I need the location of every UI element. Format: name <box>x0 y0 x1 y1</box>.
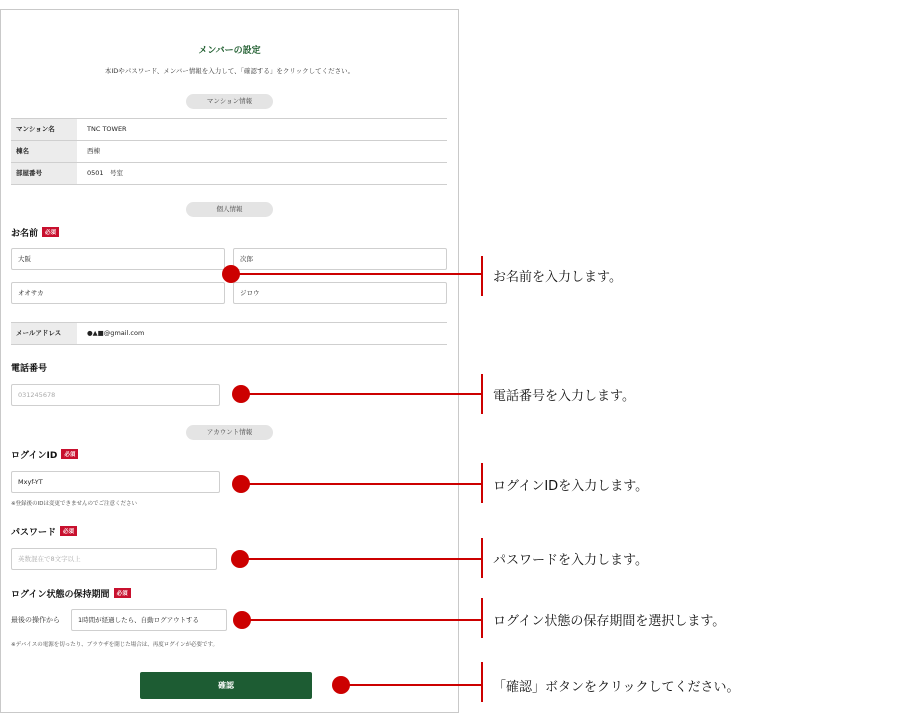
phone-input[interactable]: 031245678 <box>11 384 220 406</box>
callout-line <box>246 393 481 395</box>
section-header-personal: 個人情報 <box>186 202 273 217</box>
building-value: 西棟 <box>87 147 100 155</box>
last-name-input[interactable]: 大阪 <box>11 248 225 270</box>
mansion-info-table <box>11 118 447 185</box>
callout-login-id: ログインIDを入力します。 <box>493 479 649 494</box>
phone-label: 電話番号 <box>11 364 48 374</box>
callout-retention: ログイン状態の保存期間を選択します。 <box>493 614 726 629</box>
section-header-account: アカウント情報 <box>186 425 273 440</box>
callout-confirm: 「確認」ボタンをクリックしてください。 <box>493 680 740 695</box>
page-title: メンバーの設定 <box>198 46 261 56</box>
required-badge: 必須 <box>60 526 77 536</box>
retention-prefix: 最後の操作から <box>11 616 60 624</box>
retention-note: ※デバイスの電源を切ったり、ブラウザを閉じた場合は、再度ログインが必要です。 <box>11 642 219 648</box>
email-value: ●▲■@gmail.com <box>87 329 145 337</box>
login-id-label-text: ログインID <box>11 451 58 461</box>
callout-bar <box>481 463 483 503</box>
table-row <box>11 141 447 163</box>
email-table <box>11 322 447 345</box>
callout-bar <box>481 538 483 578</box>
callout-line <box>236 273 481 275</box>
email-label: メールアドレス <box>11 323 77 344</box>
password-input[interactable]: 英数混在で8文字以上 <box>11 548 217 570</box>
callout-password: パスワードを入力します。 <box>493 553 648 568</box>
callout-line <box>247 619 481 621</box>
login-id-note: ※登録後のIDは変更できませんのでご注意ください <box>11 501 137 507</box>
callout-bar <box>481 374 483 414</box>
table-row <box>11 323 447 345</box>
table-row <box>11 163 447 185</box>
retention-label <box>11 587 131 600</box>
required-badge: 必須 <box>42 227 59 237</box>
room-number-value: 0501 号室 <box>87 169 124 177</box>
name-label <box>11 226 59 239</box>
password-label <box>11 525 77 538</box>
callout-bar <box>481 256 483 296</box>
retention-label-text: ログイン状態の保持期間 <box>11 590 110 600</box>
page-description: 本IDやパスワード、メンバー情報を入力して、「確認する」をクリックしてください。 <box>104 67 355 75</box>
login-id-input[interactable]: Mxyf-YT <box>11 471 220 493</box>
callout-bar <box>481 662 483 702</box>
callout-phone: 電話番号を入力します。 <box>493 389 635 404</box>
section-header-mansion: マンション情報 <box>186 94 273 109</box>
required-badge: 必須 <box>61 449 78 459</box>
last-name-kana-input[interactable]: オオサカ <box>11 282 225 304</box>
callout-name: お名前を入力します。 <box>493 270 622 285</box>
confirm-button[interactable]: 確認 <box>140 672 312 699</box>
callout-line <box>346 684 481 686</box>
first-name-input[interactable]: 次郎 <box>233 248 447 270</box>
callout-bar <box>481 598 483 638</box>
callout-line <box>246 483 481 485</box>
mansion-name-value: TNC TOWER <box>87 125 127 133</box>
login-id-label <box>11 448 78 461</box>
mansion-name-label: マンション名 <box>11 119 77 140</box>
callout-line <box>245 558 481 560</box>
room-number-label: 部屋番号 <box>11 163 77 184</box>
name-label-text: お名前 <box>11 229 39 239</box>
password-label-text: パスワード <box>11 528 57 538</box>
first-name-kana-input[interactable]: ジロウ <box>233 282 447 304</box>
form-panel <box>0 9 459 713</box>
required-badge: 必須 <box>114 588 131 598</box>
table-row <box>11 119 447 141</box>
retention-select[interactable]: 1時間が経過したら、自動ログアウトする <box>71 609 227 631</box>
building-label: 棟名 <box>11 141 77 162</box>
